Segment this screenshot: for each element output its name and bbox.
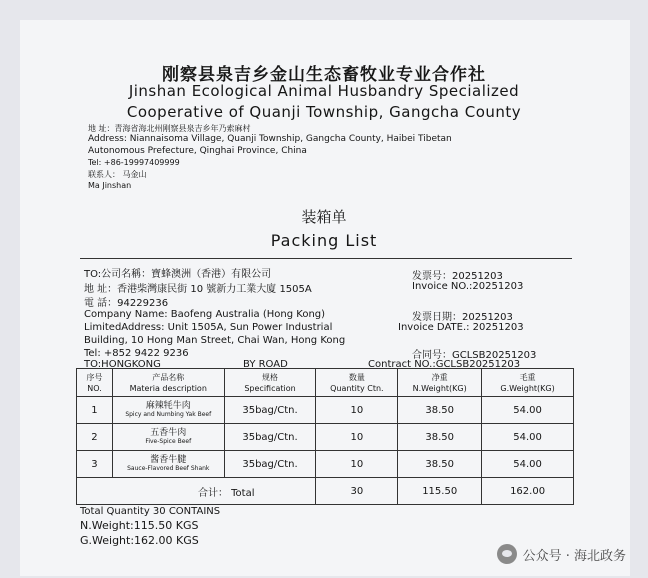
watermark (497, 544, 626, 564)
company-name-en-line2: Cooperative of Quanji Township, Gangcha County (126, 103, 522, 121)
header-no: 序号 NO. (77, 369, 113, 397)
transport-mode: BY ROAD (243, 359, 288, 370)
company-name-en-line1: Jinshan Ecological Animal Husbandry Specialized (128, 82, 520, 100)
company-contact-cn: 联系人： 马金山 (88, 170, 147, 179)
row-net-weight: 38.50 (398, 424, 482, 451)
row-qty: 10 (316, 424, 398, 451)
table-total-row (77, 478, 574, 505)
company-address-cn (88, 123, 251, 134)
row-no: 3 (77, 451, 113, 478)
row-qty: 10 (316, 451, 398, 478)
row-spec: 35bag/Ctn. (224, 397, 316, 424)
total-qty: 30 (316, 478, 398, 505)
row-gross-weight: 54.00 (482, 397, 574, 424)
address-cn-value: 青海省海北州刚察县泉吉乡年乃索麻村 (114, 124, 251, 133)
total-net-weight: 115.50 (398, 478, 482, 505)
wechat-icon (497, 544, 517, 564)
packing-table (76, 368, 574, 505)
company-contact-en: Ma Jinshan (88, 181, 132, 190)
total-gross-weight: 162.00 (482, 478, 574, 505)
contract-number-en: Contract NO.:GCLSB20251203 (368, 359, 521, 370)
row-no: 2 (77, 424, 113, 451)
header-net-weight: 净重 N.Weight(KG) (398, 369, 482, 397)
divider-line (80, 258, 572, 259)
consignee-tel-en: Tel: +852 9422 9236 (84, 348, 189, 359)
row-gross-weight: 54.00 (482, 451, 574, 478)
header-gross-weight: 毛重 G.Weight(KG) (482, 369, 574, 397)
table-row (77, 451, 574, 478)
doc-title-en: Packing List (270, 231, 378, 250)
invoice-date-en: Invoice DATE.: 20251203 (398, 322, 524, 333)
consignee-to-cn: TO:公司名稱：寶蜂澳洲（香港）有限公司 (84, 269, 272, 280)
consignee-address-en-line1: LimitedAddress: Unit 1505A, Sun Power Industrial (84, 322, 333, 333)
header-description: 产品名称 Materia description (112, 369, 224, 397)
consignee-phone-cn: 電 話：94229236 (84, 298, 169, 309)
row-description: 酱香牛腱 Sauce-Flavored Beef Shank (112, 451, 224, 478)
summary-gross-weight: G.Weight:162.00 KGS (80, 534, 199, 547)
company-name-cn: 刚察县泉吉乡金山生态畜牧业专业合作社 (162, 65, 486, 85)
address-cn-label: 地 址： (88, 124, 115, 133)
invoice-date-cn: 发票日期：20251203 (412, 312, 513, 323)
row-qty: 10 (316, 397, 398, 424)
consignee-destination: TO:HONGKONG (84, 359, 161, 370)
row-description: 五香牛肉 Five-Spice Beef (112, 424, 224, 451)
row-no: 1 (77, 397, 113, 424)
row-net-weight: 38.50 (398, 397, 482, 424)
header-specification: 规格 Specification (224, 369, 316, 397)
consignee-address-en-line2: Building, 10 Hong Man Street, Chai Wan, Hong Kong (84, 335, 346, 346)
doc-title-cn: 装箱单 (301, 208, 347, 226)
watermark-text: 公众号 · 海北政务 (522, 548, 626, 564)
summary-total-quantity: Total Quantity 30 CONTAINS (80, 506, 221, 517)
table-header-row (77, 369, 574, 397)
company-address-en-line2: Autonomous Prefecture, Qinghai Province, China (88, 146, 307, 156)
row-net-weight: 38.50 (398, 451, 482, 478)
company-address-en-line1: Address: Niannaisoma Village, Quanji Township, Gangcha County, Haibei Tibetan (88, 134, 452, 144)
contract-number-cn: 合同号：GCLSB20251203 (412, 350, 537, 361)
consignee-address-cn: 地 址：香港柴灣康民街 10 號新力工業大廈 1505A (84, 284, 312, 295)
header-quantity: 数量 Quantity Ctn. (316, 369, 398, 397)
row-gross-weight: 54.00 (482, 424, 574, 451)
table-row (77, 397, 574, 424)
summary-net-weight: N.Weight:115.50 KGS (80, 519, 199, 532)
invoice-number-en: Invoice NO.:20251203 (412, 281, 524, 292)
row-spec: 35bag/Ctn. (224, 451, 316, 478)
company-tel: Tel: +86-19997409999 (88, 158, 180, 167)
total-label: 合计： Total (77, 478, 316, 505)
row-description: 麻辣牦牛肉 Spicy and Numbing Yak Beef (112, 397, 224, 424)
consignee-company-en: Company Name: Baofeng Australia (Hong Kong) (84, 309, 326, 320)
table-row (77, 424, 574, 451)
row-spec: 35bag/Ctn. (224, 424, 316, 451)
invoice-number-cn: 发票号：20251203 (412, 271, 503, 282)
